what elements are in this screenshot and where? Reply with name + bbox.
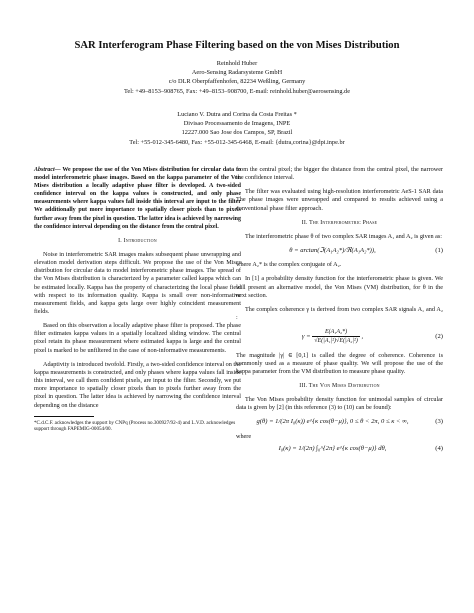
paragraph: The interferometric phase θ of two complex SAR images A₁ and A₂ is given as: (245, 232, 442, 240)
author-block-2 (0, 110, 474, 147)
footnote: *C.d.C.F. acknowledges the support by CNPq (Process no.300927/92-4) and L.V.D. acknowledges support through FAPEMIG-00054/00. (34, 419, 236, 433)
equation-body: θ = arctan(ℑ(A₁A₂*)/ℜ(A₁A₂*)), (289, 247, 376, 255)
author-address: 12227.000 Sao Jose dos Campos, SP, Brazil (181, 129, 293, 137)
author-affiliation: Divisao Processamento de Imagens, INPE (183, 120, 291, 128)
equation-tail: , (361, 333, 364, 341)
equation-lhs: γ = (301, 333, 311, 341)
author-contact: Tel: +49–8153–908765, Fax: +49–8153–908700, E-mail: reinhold.huber@aerosensing.de (124, 87, 350, 95)
paragraph: Based on this observation a locally adaptive phase filter is proposed. The phase filter estimates kappa values in a spatially localized sliding window. The central pixel retain its phase measurement where estimated kappa is large and the central pixel is marked to be unfiltered in the case of non-informative measurements. (34, 322, 241, 354)
author-name: Luciano V. Dutra and Corina da Costa Freitas * (177, 111, 297, 118)
left-column (34, 166, 241, 433)
abstract-label: Abstract— (34, 167, 61, 173)
paragraph: where (236, 432, 252, 440)
equation-2 (236, 328, 443, 345)
equation-body (236, 328, 429, 345)
equation-number: (1) (435, 247, 443, 255)
paragraph: The magnitude |γ| ∈ [0,1] is called the degree of coherence. Coherence is commonly used as a measure of phase quality. We will propose the use of the kappa parameter from the VM distribution to measure phase quality. (236, 351, 443, 375)
paragraph: The complex coherence γ is derived from two complex SAR signals A₁ and A₂ : (236, 305, 443, 322)
equation-3 (236, 418, 443, 426)
numerator: E(A₁A₂*) (312, 328, 360, 337)
author-contact: Tel: +55-012-345-6480, Fax: +55-012-345-6468, E-mail: {dutra,corina}@dpi.inpe.br (129, 138, 345, 146)
paragraph: from the central pixel; the bigger the distance from the central pixel, the narrower the confidence interval. (236, 166, 443, 182)
equation-number: (4) (435, 444, 443, 452)
denominator: √E(|A₁|²)√E(|A₂|²) (314, 338, 358, 345)
section-heading-introduction: I. Introduction (118, 237, 157, 244)
author-affiliation: Aero-Sensing Radarsysteme GmbH (191, 69, 283, 77)
section-heading-interferometric-phase: II. The Interferometric Phase (301, 219, 378, 226)
footnote-rule (34, 416, 94, 417)
paragraph: The Von Mises probability density function for unimodal samples of circular data is given by [2] (in this reference (3) to (10) can be found): (236, 396, 443, 412)
author-block-1 (0, 59, 474, 96)
paragraph: Adaptivity is introduced twofold. Firstly, a two-sided confidence interval on the kappa measurements is constructed, and only phases where kappa values fall inside this interval, we call them confident pixels, are input to the filter. Secondly, we put more importance to spatially closer pixels than to pixels further away from the pixel in question. The latter idea is achieved by narrowing the confidence interval depending on the distance (34, 360, 241, 409)
paragraph: where A₂* is the complex conjugate of A₂. (236, 261, 342, 269)
section-heading-von-mises: III. The Von Mises Distribution (299, 382, 380, 389)
equation-number: (2) (435, 332, 443, 340)
paper-title: SAR Interferogram Phase Filtering based on the von Mises Distribution (74, 40, 400, 51)
abstract-text: We propose the use of the Von Mises distribution for circular data to model interferometric phase images. Based on the kappa parameter of the Von Mises distribution a locally adaptive phase filter is developed. A two-sided confidence interval on the kappa values is constructed, and only phase measurements where kappa values fall inside this interval are input to the filter We additionally put more importance to spatially closer pixels than to pixels further away from the pixel in question. The latter idea is achieved by narrowing the confidence interval depending on the distance from the central pixel. (34, 167, 241, 230)
equation-4 (236, 445, 443, 453)
fraction (312, 328, 360, 345)
author-name: Reinhold Huber (216, 60, 258, 67)
equation-number: (3) (435, 418, 443, 426)
paragraph: In [1] a probability density function for the interferometric phase is given. We will present an alternative model, the Von Mises (VM) distribution, for θ in the next section. (236, 275, 443, 299)
paragraph: The filter was evaluated using high-resolution interferometric AeS-1 SAR data The phase images were unwrapped and compared to results achieved using a conventional phase filter approach. (236, 188, 443, 212)
right-column (236, 166, 443, 459)
equation-body: g(θ) = 1/(2π I₀(κ)) e^{κ cos(θ−μ)}, 0 ≤ θ < 2π, 0 ≤ κ < ∞, (256, 418, 409, 426)
equation-body: I₀(κ) = 1/(2π) ∫₀^{2π} e^{κ cos(θ−μ)} dθ, (278, 444, 387, 452)
abstract (34, 166, 241, 231)
paragraph: Noise in interferometric SAR images makes subsequent phase unwrapping and elevation model derivation steps difficult. We propose the use of the Von Mises distribution for circular data to model interferometric phase images. The spread of the Von Mises distribution is characterized by a parameter called kappa which can be estimated locally. Kappa has the property of characterizing the local phase field with respect to its information quality. Kappa is small over non-informative measurement fields, and kappa gets large over highly coincident measurement fields. (34, 250, 241, 315)
equation-1 (236, 247, 443, 255)
author-address: c/o DLR Oberpfaffenhofen, 82234 Weßling, Germany (168, 78, 306, 86)
